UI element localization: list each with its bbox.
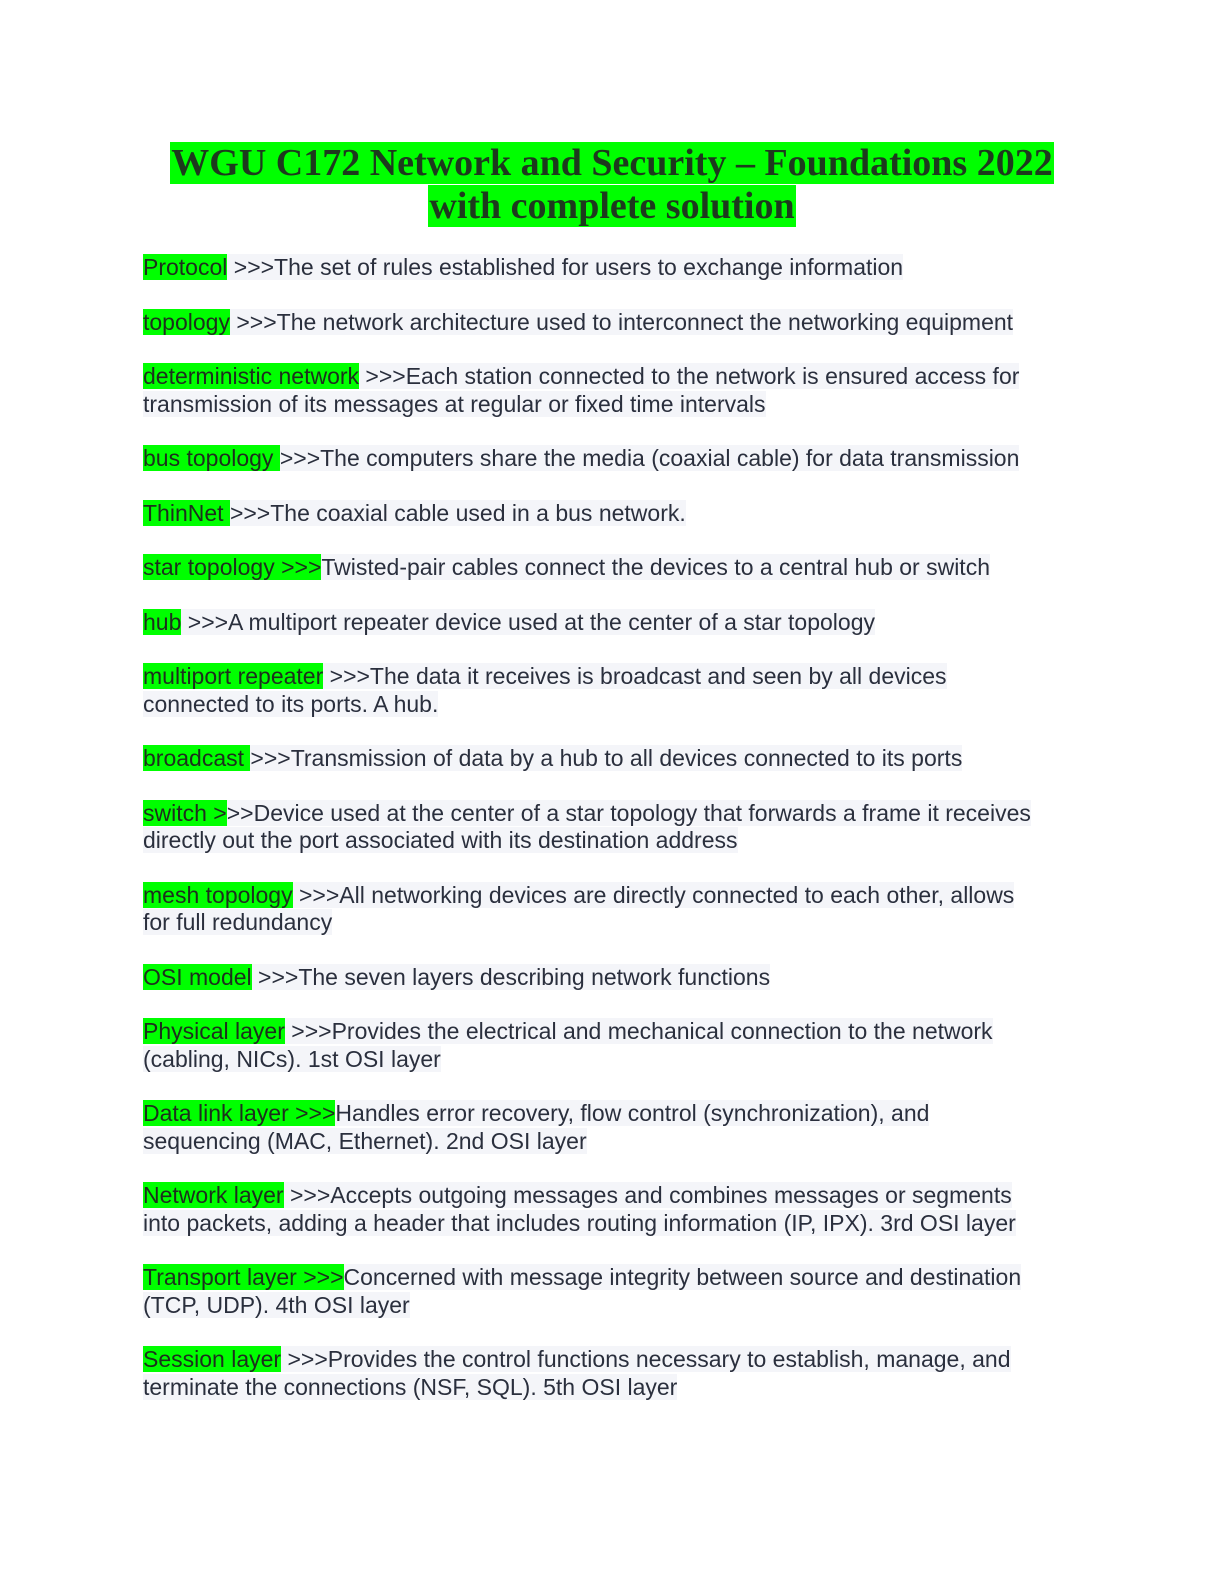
glossary-entry	[143, 609, 1073, 637]
entry-term: Transport layer >>>	[143, 1264, 344, 1290]
entry-definition: >>>A multiport repeater device used at the center of a star topology	[181, 608, 875, 635]
glossary-entry	[143, 964, 1073, 992]
page-title	[0, 142, 1224, 228]
glossary-entry	[143, 800, 1073, 855]
glossary-entry	[143, 1264, 1073, 1319]
entry-definition: >>>The network architecture used to interconnect the networking equipment	[229, 308, 1014, 335]
entry-definition: >>>Each station connected to the network is ensured access for transmission of its messages at regular or fixed time intervals	[143, 363, 1020, 417]
glossary-entry	[143, 445, 1073, 473]
entry-term: mesh topology	[143, 881, 293, 908]
entry-definition: Twisted-pair cables connect the devices to a central hub or switch	[321, 554, 990, 580]
entry-definition: >>>The coaxial cable used in a bus network.	[229, 499, 686, 526]
glossary-entry	[143, 254, 1073, 282]
entry-term: Protocol	[143, 254, 228, 280]
entry-definition: >>>Provides the control functions necessary to establish, manage, and terminate the connections (NSF, SQL). 5th OSI layer	[143, 1346, 1011, 1400]
entry-term: ThinNet	[143, 499, 230, 526]
entry-definition: >>>The set of rules established for users to exchange information	[227, 254, 904, 280]
entry-definition: >>>Provides the electrical and mechanical connection to the network (cabling, NICs). 1st OSI layer	[143, 1018, 993, 1072]
glossary-entry	[143, 363, 1073, 418]
glossary-entry	[143, 1346, 1073, 1401]
entry-definition: Concerned with message integrity between source and destination (TCP, UDP). 4th OSI layer	[143, 1264, 1022, 1318]
glossary-entry	[143, 882, 1073, 937]
entry-definition: >>>All networking devices are directly connected to each other, allows for full redundancy	[143, 881, 1015, 935]
entry-term: Session layer	[143, 1346, 282, 1372]
entry-definition: >>>The data it receives is broadcast and seen by all devices connected to its ports. A hub.	[143, 663, 947, 717]
entry-term: broadcast	[143, 745, 251, 771]
title-line-2: with complete solution	[429, 185, 795, 227]
glossary-entry	[143, 663, 1073, 718]
entry-definition: Handles error recovery, flow control (synchronization), and sequencing (MAC, Ethernet). 2nd OSI layer	[143, 1100, 930, 1154]
entry-term: multiport repeater	[143, 663, 324, 689]
entry-definition: >>Device used at the center of a star topology that forwards a frame it receives directly out the port associated with its destination address	[143, 799, 1031, 853]
entry-term: deterministic network	[143, 363, 360, 389]
entry-term: Physical layer	[143, 1018, 285, 1044]
entry-definition: >>>Transmission of data by a hub to all devices connected to its ports	[250, 745, 963, 771]
entry-term: hub	[143, 608, 182, 635]
entry-term: topology	[143, 308, 230, 335]
glossary-list	[143, 254, 1073, 1428]
glossary-entry	[143, 1100, 1073, 1155]
title-line-1: WGU C172 Network and Security – Foundations 2022	[171, 142, 1053, 184]
entry-term: Data link layer >>>	[143, 1100, 336, 1126]
glossary-entry	[143, 554, 1073, 582]
entry-definition: >>>The seven layers describing network functions	[251, 963, 771, 990]
entry-term: OSI model	[143, 963, 252, 990]
entry-term: Network layer	[143, 1182, 284, 1208]
glossary-entry	[143, 1182, 1073, 1237]
entry-term: switch >	[143, 799, 227, 826]
glossary-entry	[143, 1018, 1073, 1073]
entry-term: star topology >>>	[143, 554, 322, 580]
glossary-entry	[143, 745, 1073, 773]
entry-term: bus topology	[143, 445, 280, 471]
entry-definition: >>>Accepts outgoing messages and combines messages or segments into packets, adding a header that includes routing information (IP, IPX). 3rd OSI layer	[143, 1182, 1016, 1236]
entry-definition: >>>The computers share the media (coaxial cable) for data transmission	[279, 445, 1020, 471]
glossary-entry	[143, 309, 1073, 337]
glossary-entry	[143, 500, 1073, 528]
